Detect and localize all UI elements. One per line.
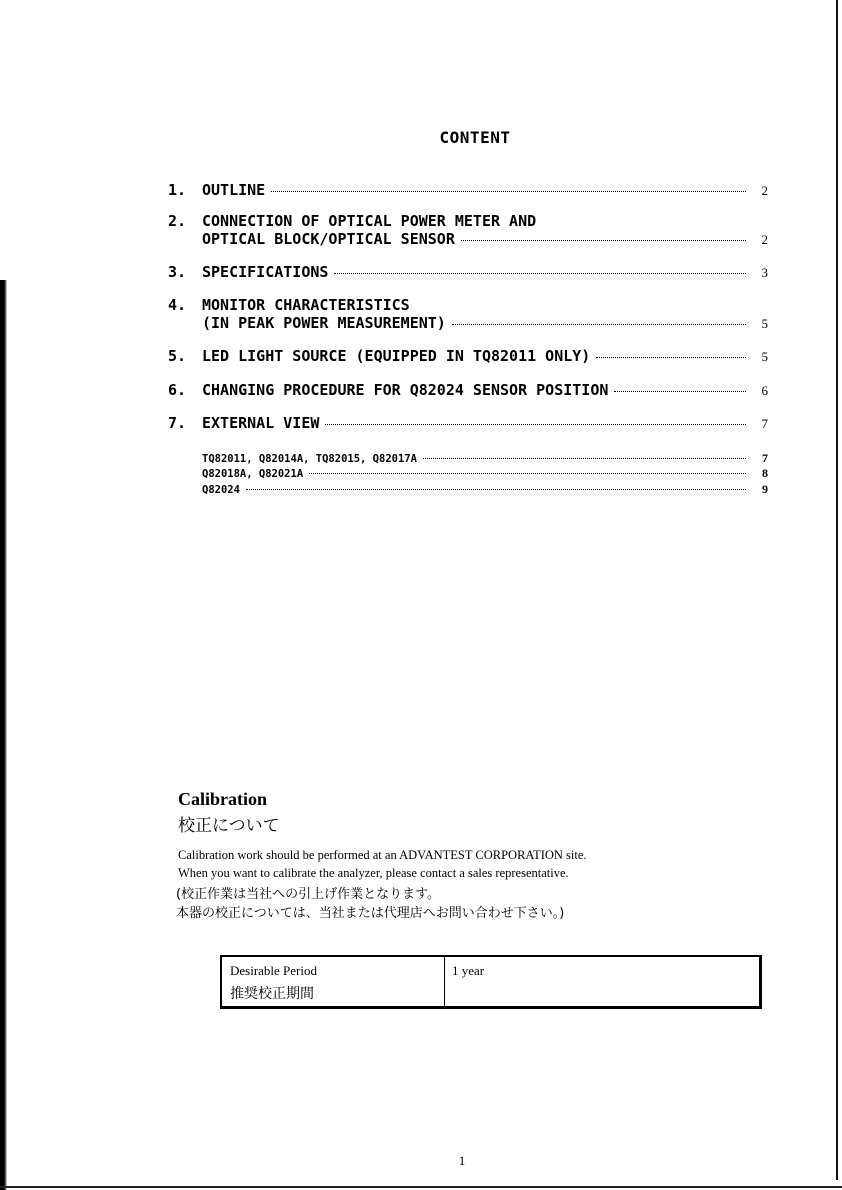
toc-entry-page: 5 xyxy=(761,349,768,364)
toc-entry-page: 5 xyxy=(761,316,768,331)
toc-subentry-q82024[interactable] xyxy=(202,482,768,496)
toc-subentry-title: TQ82011, Q82014A, TQ82015, Q82017A xyxy=(202,453,417,465)
scan-edge-left xyxy=(0,280,7,1190)
toc-subentry-title: Q82024 xyxy=(202,484,240,496)
toc-subentry-title: Q82018A, Q82021A xyxy=(202,468,304,480)
toc-entry-title: LED LIGHT SOURCE (EQUIPPED IN TQ82011 ONLY) xyxy=(202,347,591,365)
toc-entry-title-continued: OPTICAL BLOCK/OPTICAL SENSOR xyxy=(202,230,455,248)
table-divider xyxy=(444,957,445,1006)
toc-entry-title-continued: (IN PEAK POWER MEASUREMENT) xyxy=(202,314,446,332)
calibration-period-table xyxy=(220,955,762,1009)
toc-entry-page: 6 xyxy=(761,383,768,398)
toc-subentry-q82018a[interactable] xyxy=(202,466,768,480)
toc-entry-page: 2 xyxy=(761,232,768,247)
toc-entry-number: 3. xyxy=(168,263,187,281)
toc-entry-number: 6. xyxy=(168,381,187,399)
toc-entry-number: 7. xyxy=(168,414,187,432)
toc-entry-number: 5. xyxy=(168,347,187,365)
dot-leader xyxy=(423,458,746,459)
calibration-text-line-1: Calibration work should be performed at an ADVANTEST CORPORATION site. xyxy=(178,848,587,862)
calibration-text-jp-line-1: (校正作業は当社への引上げ作業となります。 xyxy=(176,887,441,902)
toc-subentry-tq82011[interactable] xyxy=(202,451,768,465)
calibration-text-jp-line-2: 本器の校正については、当社または代理店へお問い合わせ下さい。) xyxy=(176,906,565,921)
calibration-text-line-2: When you want to calibrate the analyzer, please contact a sales representative. xyxy=(178,866,569,880)
toc-subentry-page: 8 xyxy=(762,466,768,480)
dot-leader xyxy=(452,324,746,325)
toc-subentry-page: 7 xyxy=(762,451,768,465)
dot-leader xyxy=(325,424,746,425)
page-heading: CONTENT xyxy=(439,128,511,147)
toc-subentry-page: 9 xyxy=(762,482,768,496)
calibration-title-jp: 校正について xyxy=(178,816,280,836)
period-label-jp: 推奨校正期間 xyxy=(230,986,314,1002)
calibration-title: Calibration xyxy=(178,789,268,809)
dot-leader xyxy=(334,273,746,274)
toc-entry-page: 7 xyxy=(761,416,768,431)
dot-leader xyxy=(309,473,746,474)
dot-leader xyxy=(246,489,746,490)
toc-entry-title: CHANGING PROCEDURE FOR Q82024 SENSOR POSITION xyxy=(202,381,609,399)
dot-leader xyxy=(271,191,746,192)
toc-entry-number: 4. xyxy=(168,296,187,314)
toc-entry-page: 3 xyxy=(761,265,768,280)
dot-leader xyxy=(614,391,746,392)
toc-entry-page: 2 xyxy=(761,183,768,198)
toc-entry-number: 2. xyxy=(168,212,187,230)
toc-entry-number: 1. xyxy=(168,181,187,199)
scan-edge-bottom xyxy=(0,1186,842,1188)
toc-entry-title: OUTLINE xyxy=(202,181,266,199)
toc-entry-title: SPECIFICATIONS xyxy=(202,263,329,281)
dot-leader xyxy=(461,240,746,241)
toc-entry-title: EXTERNAL VIEW xyxy=(202,414,320,432)
period-label: Desirable Period xyxy=(230,963,318,978)
toc-entry-title: MONITOR CHARACTERISTICS xyxy=(202,296,410,314)
period-value: 1 year xyxy=(452,963,485,978)
scan-edge-right xyxy=(836,0,838,1180)
dot-leader xyxy=(596,357,746,358)
toc-entry-title: CONNECTION OF OPTICAL POWER METER AND xyxy=(202,212,537,230)
page-number: 1 xyxy=(458,1153,466,1168)
